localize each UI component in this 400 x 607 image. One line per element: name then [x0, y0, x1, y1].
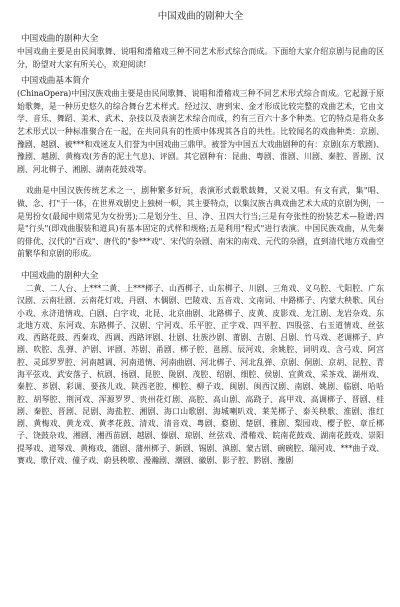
section-heading-intro: 中国戏曲的剧种大全 [21, 34, 99, 44]
section-heading-overview: 中国戏曲基本简介 [21, 76, 90, 87]
genres-list-paragraph: 二黄、二人台、上***二黄、上***梆子、山西梆子、山东梆子、川剧、三角戏、义乌腔、弋阳腔、广东汉剧、云南壮剧、云南花灯戏、丹剧、木偶剧、巴陵戏、五音戏、文南词、中路梆子、内蒙大秧歌、风台小戏、永济道情戏、白剧、白字戏、北昆、北京曲剧、北路梆子、皮黄、皮影戏、龙江剧、龙岩杂戏、东北地方戏、东河戏、东路梆子、汉剧、宁河戏、乐平腔、正字戏、四平腔、四股弦、右玉道情戏、丝弦戏、西路花鼓、西秦戏、西调、西路评剧、壮剧、壮族沙剧、莆剧、吉剧、吕剧、竹马戏、老调梆子、庐剧、吹腔、乱弹、沪剧、评剧、苏剧、甬剧、梆子腔、邕剧、辰河戏、余姚腔、词明戏、含弓戏、阿宫腔、灵邱罗罗腔、河南越调、河南道情、河南曲剧、河北梆子、河北乱弹、京剧、侗剧、京胡、昆腔、青海平弦戏、武安落子、杭剧、扬剧、昆腔、陇剧、茂腔、绍剧、细腔、侯剧、宜黄戏、采茶戏、湖州戏、秦腔、芗剧、彩调、要孩儿戏、陕西老腔、柳腔、柳子戏、闽剧、闽西汉剧、南剧、姚剧、临剧、哈哈腔、胡琴腔、荆河戏、浑源罗罗、贵州花灯剧、高腔、高山剧、高跷子、高甲戏、高调梆子、晋剧、桂剧、秦腔、晋剧、昆剧、海盐腔、湘剧、海口山歌剧、海城喇叭戏、莱芜梆子、泰关秧歌、淮剧、淮红剧、黄梅戏、黄龙戏、黄孝花鼓、清戏、清音戏、粤剧、婺剧、楚剧、雅剧、梨园戏、樱子腔、章丘梆子、饶鼓杂戏、湘剧、湘西苗剧、越剧、傣剧、琼剧、丝弦戏、滑稽戏、皖南花鼓戏、湖南花鼓戏、崇阳提琴戏、道琴戏、黄梅戏、蒲剧、蒲州梆子、新剧、锡剧、滇剧、蒙古剧、碗碗腔、瑞河戏、***曲子戏、赛戏、歌仔戏、僮子戏、蔚县秧歌、漫瀚剧、潮剧、徽剧、影子腔、黔剧、豫剧 [17, 283, 384, 466]
section-heading-genres: 中国戏曲的剧种大全 [21, 270, 99, 281]
overview-paragraph-2: 戏曲是中国汉族传统艺术之一，剧种繁多好玩，表演形式载歌载舞，又说又唱。有文有武，集"唱、做、念、打"于一体，在世界戏剧史上独树一帜，其主要特点，以集汉族古典戏曲艺术大成的京剧为例，一是男扮女(最闻中则常见为女扮男);二是划分生、旦、净、丑四大行当;三是有夸张性的扮装艺术—脸谱;四是"行头"(即戏曲服装和道具)有基本固定的式样和规格;五是利用"程式"进行表演。中国民族戏曲，从先秦的俳优、汉代的"百戏"、唐代的"参***戏"、宋代的杂剧、南宋的南戏、元代的杂剧，直到清代地方戏曲空前繁华和京剧的形成。 [17, 186, 384, 259]
intro-paragraph: 中国戏曲主要是由民间歌舞、说唱和滑稽戏三种不同艺术形式综合而成。下面给大家介绍京剧与昆曲的区分，盼望对大家有所关心，欢迎阅读! [17, 47, 384, 69]
overview-paragraph-1: (ChinaOpera)中国汉族戏曲主要是由民间歌舞、说唱和滑稽戏三种不同艺术形式综合而成。它起源于原始歌舞，是一种历史悠久的综合舞台艺术样式。经过汉、唐到宋、金才形成比较完整的戏曲艺术，它由文学、音乐、舞蹈、美术、武术、杂技以及表演艺术综合而成，约有三百六十多个种类。它的特点是将众多艺术形式以一种标准聚合在一起，在共同具有的性质中体现其各自的共性。比较闻名的戏曲种类：京剧、豫剧、越剧、被***和戏迷友人们誉为中国戏曲三鼎甲。被誉为中国五大戏曲剧种的有：京剧(东方歌剧)、豫剧、越剧、黄梅戏(芳香的泥土气息)、评剧。其它剧种有：昆曲、粤剧、淮剧、川剧、秦腔、晋剧、汉剧、河北梆子、湘剧、湖南花鼓戏等。 [17, 89, 384, 174]
document-title: 中国戏曲的剧种大全 [157, 11, 244, 22]
